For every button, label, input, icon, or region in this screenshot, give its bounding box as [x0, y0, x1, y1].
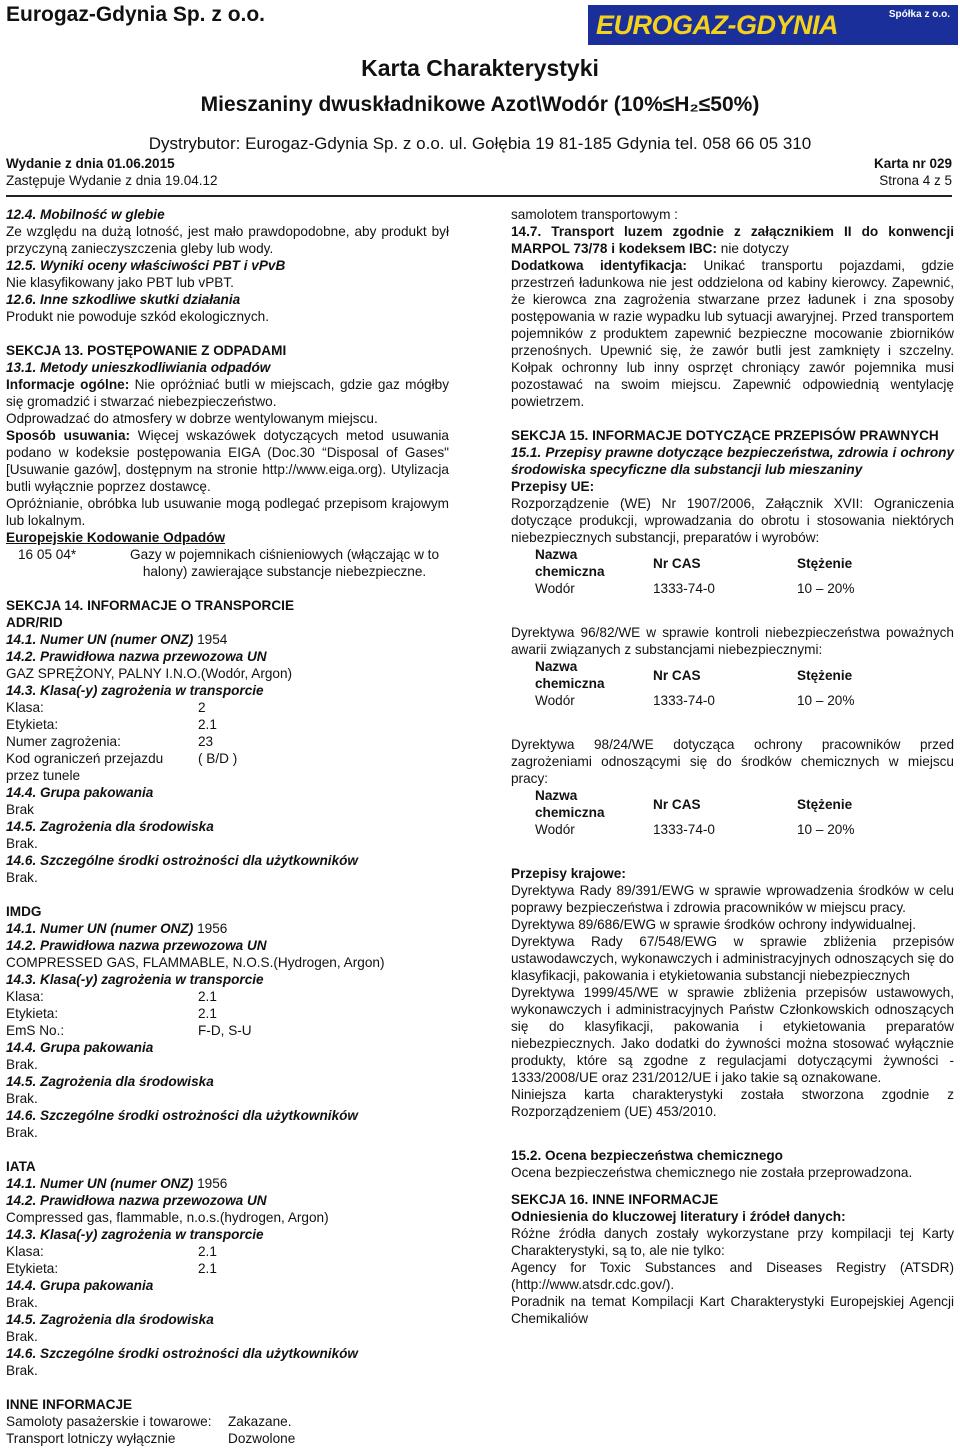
section-12-5-heading: 12.5. Wyniki oceny właściwości PBT i vPvB [6, 258, 286, 273]
adr-heading: ADR/RID [6, 615, 63, 630]
imdg-group-heading: 14.4. Grupa pakowania [6, 1040, 154, 1055]
imdg-precautions-value: Brak. [6, 1125, 38, 1140]
table-header-row: Nazwa chemiczna Nr CAS Stężenie [535, 788, 853, 820]
section-16-text-2: Agency for Toxic Substances and Diseases Registry (ATSDR) (http://www.atsdr.cdc.gov/). [511, 1260, 954, 1292]
card-number: Karta nr 029 [873, 156, 952, 171]
table-row: Wodór 1333-74-0 10 – 20% [535, 581, 855, 596]
eu-regulations-heading: Przepisy UE: [511, 479, 595, 494]
adr-env-value: Brak. [6, 836, 38, 851]
imdg-class-heading: 14.3. Klasa(-y) zagrożenia w transporcie [6, 972, 264, 987]
header-divider [6, 195, 952, 197]
iata-klasa: Klasa: 2.1 [6, 1244, 217, 1259]
section-14-heading: SEKCJA 14. INFORMACJE O TRANSPORCIE [6, 598, 295, 613]
document-title: Karta Charakterystyki [361, 55, 599, 81]
imdg-ems: EmS No.: F-D, S-U [6, 1023, 252, 1038]
iata-env-heading: 14.5. Zagrożenia dla środowiska [6, 1312, 214, 1327]
other-info-heading: INNE INFORMACJE [6, 1397, 133, 1412]
additional-identification: Dodatkowa identyfikacja: Unikać transportu pojazdami, gdzie przestrzeń ładunkowa nie jest oddzielona od kabiny kierowcy. Zapewnić, że kierowca zna zagrożenia stwarzane przez ładunek i zna sposoby postępowania w razie wypadku lub sytuacji awaryjnej. Przed transportem pojemników z produktem zapewnić bezpieczne mocowanie zbiorników przenośnych. Upewnić się, że zawór butli jest zamknięty i szczelny. Kołpak ochronny lub inny osprzęt chroniący zawór pojemnika musi pozostawać na swoim miejscu. Zapewnić odpowiednią wentylację powietrzem. [511, 258, 954, 409]
adr-klasa: Klasa: 2 [6, 700, 206, 715]
distributor-line: Dystrybutor: Eurogaz-Gdynia Sp. z o.o. ul. Gołębia 19 81-185 Gdynia tel. 058 66 05 310 [148, 134, 812, 153]
document-subtitle: Mieszaniny dwuskładnikowe Azot\Wodór (10%≤H₂≤50%) [200, 93, 760, 116]
section-15-2-heading: 15.2. Ocena bezpieczeństwa chemicznego [511, 1148, 783, 1163]
section-15-2-text: Ocena bezpieczeństwa chemicznego nie została przeprowadzona. [511, 1165, 913, 1180]
aircraft-passenger: Samoloty pasażerskie i towarowe: Zakazane. [6, 1414, 292, 1429]
adr-env-heading: 14.5. Zagrożenia dla środowiska [6, 819, 214, 834]
section-13-heading: SEKCJA 13. POSTĘPOWANIE Z ODPADAMI [6, 343, 287, 358]
imdg-name-heading: 14.2. Prawidłowa nazwa przewozowa UN [6, 938, 267, 953]
right-column [511, 206, 954, 1327]
section-16-text-3: Poradnik na temat Kompilacji Kart Charakterystyki Europejskiej Agencji Chemikaliów [511, 1294, 954, 1326]
table-header-row: Nazwa chemiczna Nr CAS Stężenie [535, 659, 853, 691]
section-13-1-heading: 13.1. Metody unieszkodliwiania odpadów [6, 360, 271, 375]
adr-numer: Numer zagrożenia: 23 [6, 734, 214, 749]
adr-name-heading: 14.2. Prawidłowa nazwa przewozowa UN [6, 649, 267, 664]
page-number: Strona 4 z 5 [879, 173, 952, 188]
national-regulations-heading: Przepisy krajowe: [511, 866, 626, 881]
composition-table-2 [535, 658, 917, 709]
national-reg-4: Dyrektywa 1999/45/WE w sprawie zbliżenia przepisów ustawowych, wykonawczych i administracyjnych Państw Członkowskich odnoszących się do klasyfikacji, pakowania i etykietowania preparatów niebezpiecznych. Jako dodatki do żywności można stosować wyłącznie produkty, które są zgodne z regulacjami dotyczącymi żywności - 1333/2008/UE oraz 231/2012/UE i jako takie są oznakowane. [511, 985, 954, 1085]
national-reg-5: Niniejsza karta charakterystyki została stworzona zgodnie z Rozporządzeniem (UE) 453/2010. [511, 1087, 954, 1119]
imdg-klasa: Klasa: 2.1 [6, 989, 217, 1004]
euro-waste-heading: Europejskie Kodowanie Odpadów [6, 530, 226, 545]
adr-precautions-value: Brak. [6, 870, 38, 885]
waste-description: Gazy w pojemnikach ciśnieniowych (włączając w to halony) zawierające substancje niebezpieczne. [130, 547, 439, 579]
section-12-5-text: Nie klasyfikowany jako PBT lub vPBT. [6, 275, 234, 290]
section-13-1-local: Opróżnianie, obróbka lub usuwanie mogą podlegać przepisom krajowym lub lokalnym. [6, 496, 449, 528]
national-reg-1: Dyrektywa Rady 89/391/EWG w sprawie wprowadzenia środków w celu poprawy bezpieczeństwa i zdrowia pracowników w miejscu pracy. [511, 883, 954, 915]
section-13-1-vent: Odprowadzać do atmosfery w dobrze wentylowanym miejscu. [6, 411, 378, 426]
section-14-7: 14.7. Transport luzem zgodnie z załącznikiem II do konwencji MARPOL 73/78 i kodeksem IBC: nie dotyczy [511, 224, 954, 256]
company-logo [588, 5, 958, 45]
section-12-4-heading: 12.4. Mobilność w glebie [6, 207, 165, 222]
directive-98-24: Dyrektywa 98/24/WE dotycząca ochrony pracowników przed zagrożeniami odnoszącymi się do środków chemicznych w miejscu pracy: [511, 737, 954, 786]
iata-etykieta: Etykieta: 2.1 [6, 1261, 217, 1276]
imdg-un-number: 14.1. Numer UN (numer ONZ) 1956 [6, 921, 228, 936]
iata-precautions-heading: 14.6. Szczególne środki ostrożności dla użytkowników [6, 1346, 359, 1361]
imdg-heading: IMDG [6, 904, 42, 919]
section-13-1-method: Sposób usuwania: Więcej wskazówek dotyczących metod usuwania podano w kodeksie postępowania EIGA (Doc.30 “Disposal of Gases" [Usuwanie gazów], dostępnym na stronie http://www.eiga.org). Utylizacja butli wyłącznie poprzez dostawcę. [6, 428, 449, 494]
aircraft-cargo: Transport lotniczy wyłącznie Dozwolone [6, 1431, 296, 1446]
composition-table-1 [535, 546, 917, 597]
iata-un-number: 14.1. Numer UN (numer ONZ) 1956 [6, 1176, 228, 1191]
iata-group-value: Brak. [6, 1295, 38, 1310]
logo-text: EUROGAZ-GDYNIA [596, 10, 838, 40]
imdg-precautions-heading: 14.6. Szczególne środki ostrożności dla użytkowników [6, 1108, 359, 1123]
section-15-heading: SEKCJA 15. INFORMACJE DOTYCZĄCE PRZEPISÓW PRAWNYCH [511, 428, 939, 443]
eu-regulations-text: Rozporządzenie (WE) Nr 1907/2006, Załącznik XVII: Ograniczenia dotyczące produkcji, wprowadzania do obrotu i stosowania niektórych niebezpiecznych substancji, preparatów i wyrobów: [511, 496, 954, 545]
section-16-subheading: Odniesienia do kluczowej literatury i źródeł danych: [511, 1209, 846, 1224]
adr-kod: Kod ograniczeń przejazdu ( B/D ) [6, 751, 238, 766]
adr-etykieta: Etykieta: 2.1 [6, 717, 217, 732]
adr-class-heading: 14.3. Klasa(-y) zagrożenia w transporcie [6, 683, 264, 698]
table-row: Wodór 1333-74-0 10 – 20% [535, 693, 855, 708]
imdg-group-value: Brak. [6, 1057, 38, 1072]
section-12-6-text: Produkt nie powoduje szkód ekologicznych. [6, 309, 269, 324]
table-header-row: Nazwa chemiczna Nr CAS Stężenie [535, 547, 853, 579]
section-12-4-text: Ze względu na dużą lotność, jest mało prawdopodobne, aby produkt był przyczyną zanieczyszczenia gleby lub wody. [6, 224, 449, 256]
iata-name-heading: 14.2. Prawidłowa nazwa przewozowa UN [6, 1193, 267, 1208]
section-13-1-general: Informacje ogólne: Nie opróżniać butli w miejscach, gdzie gaz mógłby się gromadzić i stwarzać niebezpieczeństwo. [6, 377, 449, 409]
section-16-heading: SEKCJA 16. INNE INFORMACJE [511, 1192, 719, 1207]
iata-shipping-name: Compressed gas, flammable, n.o.s.(hydrogen, Argon) [6, 1210, 329, 1225]
iata-precautions-value: Brak. [6, 1363, 38, 1378]
iata-env-value: Brak. [6, 1329, 38, 1344]
adr-shipping-name: GAZ SPRĘŻONY, PALNY I.N.O.(Wodór, Argon) [6, 666, 293, 681]
adr-precautions-heading: 14.6. Szczególne środki ostrożności dla użytkowników [6, 853, 359, 868]
imdg-etykieta: Etykieta: 2.1 [6, 1006, 217, 1021]
imdg-env-value: Brak. [6, 1091, 38, 1106]
waste-code: 16 05 04* [18, 547, 77, 562]
adr-tunele: przez tunele [6, 768, 81, 783]
table-row: Wodór 1333-74-0 10 – 20% [535, 822, 855, 837]
adr-group-heading: 14.4. Grupa pakowania [6, 785, 154, 800]
issue-date: Wydanie z dnia 01.06.2015 [6, 156, 175, 171]
adr-un-number: 14.1. Numer UN (numer ONZ) 1954 [6, 632, 228, 647]
company-name: Eurogaz-Gdynia Sp. z o.o. [6, 3, 266, 26]
page-header [0, 0, 960, 188]
imdg-env-heading: 14.5. Zagrożenia dla środowiska [6, 1074, 214, 1089]
national-reg-3: Dyrektywa Rady 67/548/EWG w sprawie zbliżenia przepisów ustawodawczych, wykonawczych i administracyjnych odnoszących się do klasyfikacji, pakowania i etykietowania substancji niebezpiecznych [511, 934, 954, 983]
composition-table-3 [535, 787, 917, 838]
left-column [6, 206, 449, 1447]
imdg-shipping-name: COMPRESSED GAS, FLAMMABLE, N.O.S.(Hydrogen, Argon) [6, 955, 385, 970]
logo-subtext: Spółka z o.o. [888, 9, 950, 20]
national-reg-2: Dyrektywa 89/686/EWG w sprawie środków ochrony indywidualnej. [511, 917, 916, 932]
section-16-text-1: Różne źródła danych zostały wykorzystane przy kompilacji tej Karty Charakterystyki, są to, ale nie tylko: [511, 1226, 954, 1258]
iata-class-heading: 14.3. Klasa(-y) zagrożenia w transporcie [6, 1227, 264, 1242]
section-12-6-heading: 12.6. Inne szkodliwe skutki działania [6, 292, 241, 307]
iata-group-heading: 14.4. Grupa pakowania [6, 1278, 154, 1293]
adr-group-value: Brak [6, 802, 34, 817]
section-15-1-heading: 15.1. Przepisy prawne dotyczące bezpieczeństwa, zdrowia i ochrony środowiska specyficzne dla substancji lub mieszaniny [511, 445, 954, 477]
iata-heading: IATA [6, 1159, 36, 1174]
directive-96-82: Dyrektywa 96/82/WE w sprawie kontroli niebezpieczeństwa poważnych awarii związanych z substancjami niebezpiecznymi: [511, 625, 954, 657]
replaces-edition: Zastępuje Wydanie z dnia 19.04.12 [6, 173, 218, 188]
aircraft-cargo-cont: samolotem transportowym : [511, 207, 678, 222]
euro-waste-row [6, 546, 449, 580]
